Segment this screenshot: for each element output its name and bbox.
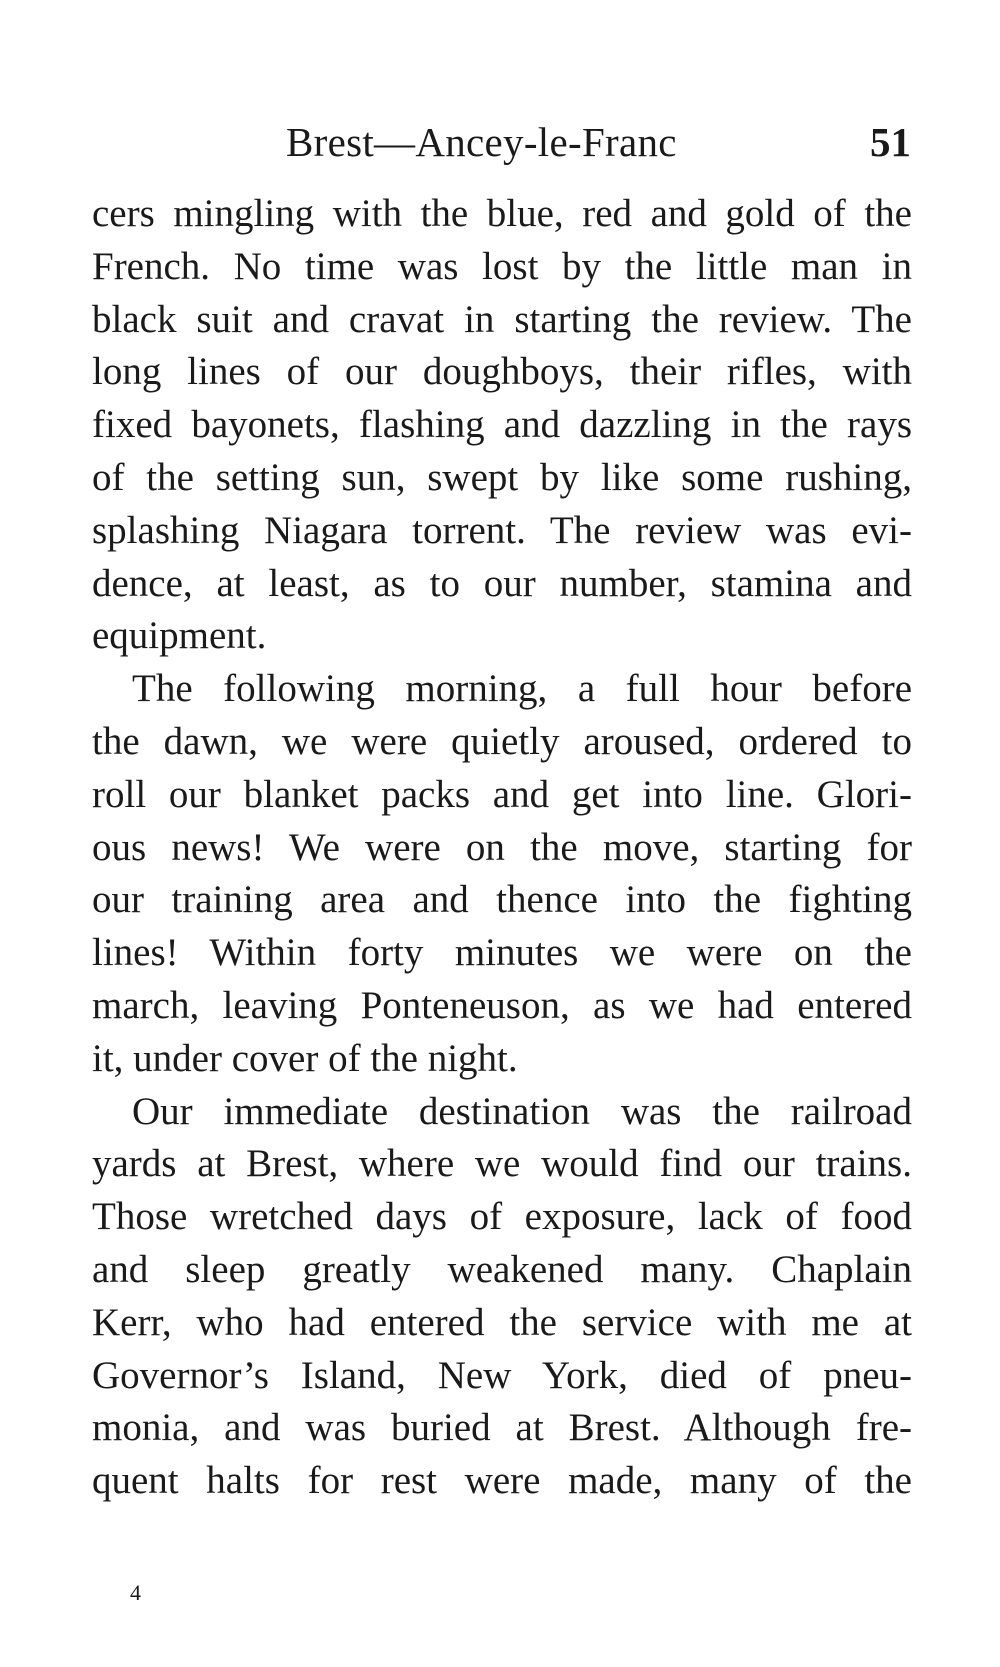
- running-head: [286, 112, 911, 172]
- text-line: roll our blanket packs and get into line. Glori-: [92, 772, 912, 816]
- text-line: Those wretched days of exposure, lack of food: [92, 1195, 912, 1239]
- text-line: cers mingling with the blue, red and gold of the: [92, 192, 912, 235]
- text-line: Our immediate destination was the railroad: [132, 1089, 912, 1133]
- text-line: splashing Niagara torrent. The review was evi-: [92, 508, 912, 552]
- page-number: 51: [870, 119, 911, 165]
- body-text: [92, 188, 912, 1508]
- text-line: the dawn, we were quietly aroused, ordered to: [92, 719, 912, 763]
- text-line: Kerr, who had entered the service with me at: [92, 1300, 912, 1344]
- text-line: equipment.: [92, 614, 267, 658]
- text-line: The following morning, a full hour before: [132, 667, 912, 711]
- text-line: lines! Within forty minutes we were on the: [92, 931, 912, 975]
- text-line: it, under cover of the night.: [92, 1036, 518, 1080]
- text-line: of the setting sun, swept by like some rushing,: [92, 455, 912, 499]
- text-line: monia, and was buried at Brest. Although fre-: [92, 1406, 912, 1450]
- signature-mark: 4: [130, 1580, 141, 1605]
- running-title: Brest—Ancey-le-Franc: [286, 119, 677, 165]
- text-line: French. No time was lost by the little man in: [92, 244, 912, 288]
- text-line: Governor’s Island, New York, died of pneu-: [92, 1353, 912, 1397]
- text-line: and sleep greatly weakened many. Chaplain: [92, 1247, 912, 1291]
- text-line: march, leaving Ponteneuson, as we had entered: [92, 983, 912, 1027]
- text-line: fixed bayonets, flashing and dazzling in the rays: [92, 403, 912, 447]
- text-line: black suit and cravat in starting the review. The: [92, 297, 912, 341]
- text-line: dence, at least, as to our number, stamina and: [92, 561, 912, 605]
- text-line: our training area and thence into the fighting: [92, 878, 912, 922]
- text-line: long lines of our doughboys, their rifles, with: [92, 350, 912, 394]
- text-line: ous news! We were on the move, starting for: [92, 825, 912, 869]
- text-line: quent halts for rest were made, many of the: [92, 1459, 912, 1503]
- text-line: yards at Brest, where we would find our trains.: [92, 1142, 912, 1186]
